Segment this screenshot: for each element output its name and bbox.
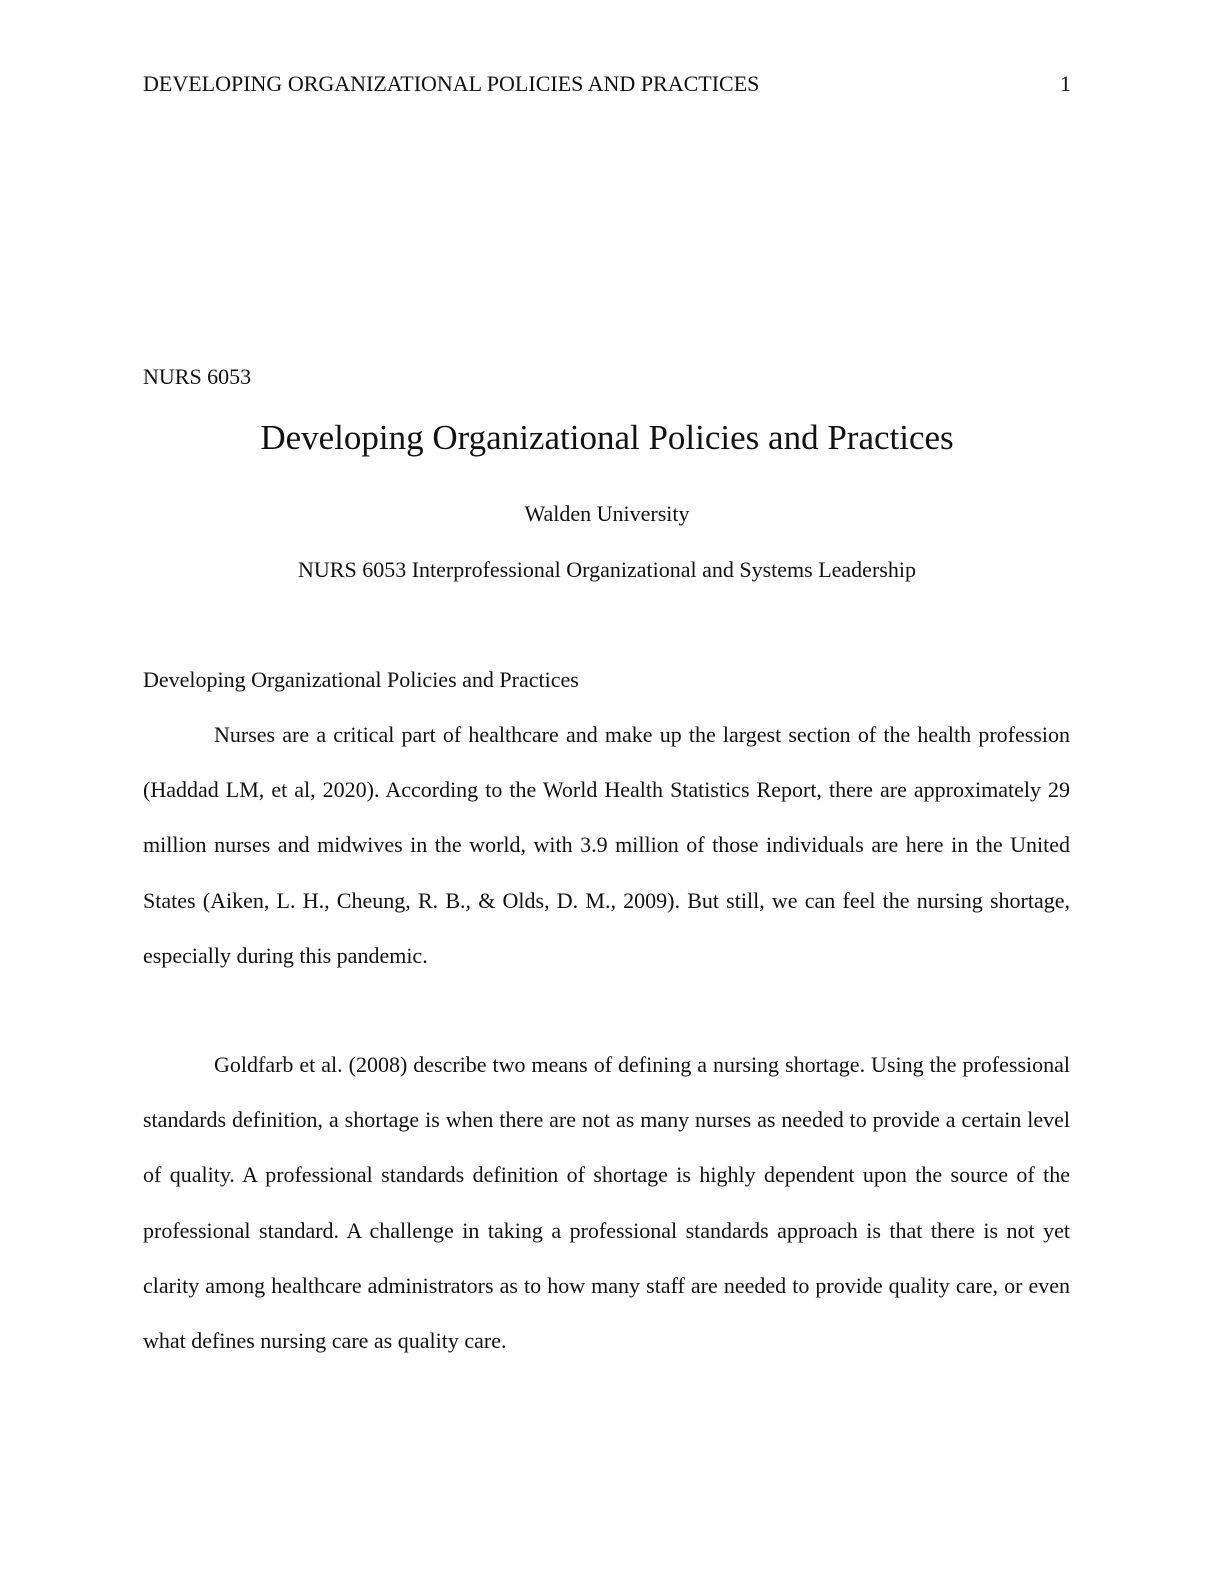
body-paragraph-2: Goldfarb et al. (2008) describe two means of defining a nursing shortage. Using the professional standards definition, a shortage is when there are not as many nurses as needed to provide a certain level of quality. A professional standards definition of shortage is highly dependent upon the source of the professional standard. A challenge in taking a professional standards approach is that there is not yet clarity among healthcare administrators as to how many staff are needed to provide quality care, or even what defines nursing care as quality care.	[143, 1052, 1070, 1354]
running-head-title: DEVELOPING ORGANIZATIONAL POLICIES AND PRACTICES	[143, 71, 760, 96]
course-code: NURS 6053	[143, 364, 252, 389]
page-title: Developing Organizational Policies and Practices	[260, 418, 954, 457]
running-head	[143, 70, 1071, 98]
page-number: 1	[1060, 71, 1071, 96]
course-full-name: NURS 6053 Interprofessional Organizational and Systems Leadership	[298, 557, 916, 582]
body-paragraph-1: Nurses are a critical part of healthcare and make up the largest section of the health profession (Haddad LM, et al, 2020). According to the World Health Statistics Report, there are approximately 29 million nurses and midwives in the world, with 3.9 million of those individuals are here in the United States (Aiken, L. H., Cheung, R. B., & Olds, D. M., 2009). But still, we can feel the nursing shortage, especially during this pandemic.	[143, 722, 1070, 968]
section-heading: Developing Organizational Policies and Practices	[143, 667, 579, 692]
institution-name: Walden University	[524, 501, 690, 526]
